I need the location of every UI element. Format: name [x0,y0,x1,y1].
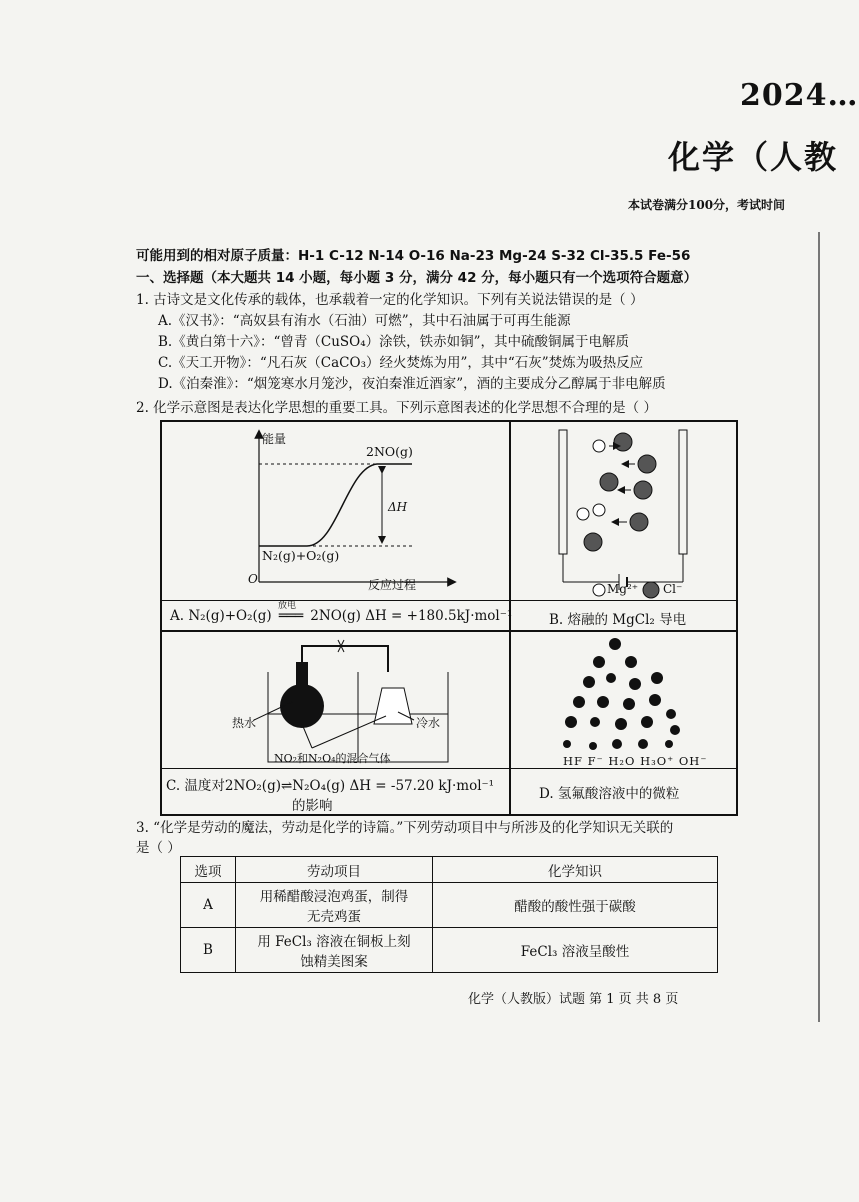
cold-water-label: 冷水 [416,716,441,730]
particle-labels: HF F⁻ H₂O H₃O⁺ OH⁻ [563,754,708,768]
delta-h-label: ΔH [388,500,408,514]
hot-water-label: 热水 [232,716,257,730]
temperature-equilibrium-diagram [162,632,511,768]
q1-option-a: A.《汉书》：“高奴县有洧水（石油）可燃”，其中石油属于可再生能源 [158,313,571,329]
q1-option-c: C.《天工开物》：“凡石灰（CaCO₃）经火焚炼为用”，其中“石灰”焚炼为吸热反应 [158,355,644,371]
panel-d-caption: D. 氢氟酸溶液中的微粒 [539,786,680,802]
panel-a [161,421,513,631]
cl-ion-legend: Cl⁻ [663,582,683,596]
question-3-stem-line2: 是（ ） [136,840,181,856]
x-axis-label: 反应过程 [368,578,417,592]
exam-subject-title: 化学（人教 [668,138,839,176]
energy-diagram [162,422,511,606]
q3-table [180,856,718,973]
q2-figure-grid [160,420,738,816]
table-row [181,883,718,928]
col-header-option: 选项 [181,857,236,883]
section-heading: 一、选择题（本大题共 14 小题，每小题 3 分，满分 42 分，每小题只有一个选项符合题意） [136,270,698,286]
row-knowledge: 醋酸的酸性强于碳酸 [433,883,718,928]
question-3-stem-line1: 3. “化学是劳动的魔法，劳动是化学的诗篇。”下列劳动项目中与所涉及的化学知识无关联的 [136,820,674,836]
mg-ion-legend-icon [591,582,607,598]
reactant-label: N₂(g)+O₂(g) [262,548,340,563]
exam-year-title: 2024… [740,78,859,113]
row-project: 用稀醋酸浸泡鸡蛋，制得 无壳鸡蛋 [236,883,433,928]
row-option: A [181,883,236,928]
panel-a-caption: A. N₂(g)+O₂(g) 放电 ═══ 2NO(g) ΔH = +180.5kJ·mol⁻¹ [170,601,513,624]
q1-option-b: B.《黄白第十六》：“曾青（CuSO₄）涂铁，铁赤如铜”，其中硫酸铜属于电解质 [158,334,630,350]
product-label: 2NO(g) [366,444,413,459]
electrolysis-diagram [511,422,738,606]
margin-rule [818,232,820,1022]
atomic-masses: 可能用到的相对原子质量：H-1 C-12 N-14 O-16 Na-23 Mg-24 S-32 Cl-35.5 Fe-56 [136,248,691,264]
q1-option-d: D.《泊秦淮》：“烟笼寒水月笼沙，夜泊秦淮近酒家”，酒的主要成分乙醇属于非电解质 [158,376,666,392]
panel-c-caption-line1: C. 温度对2NO₂(g)⇌N₂O₄(g) ΔH = -57.20 kJ·mol⁻¹ [166,778,495,794]
gas-mixture-label: NO₂和N₂O₄的混合气体 [274,752,391,765]
row-option: B [181,928,236,973]
row-project: 用 FeCl₃ 溶液在铜板上刻 蚀精美图案 [236,928,433,973]
mg-ion-legend: Mg²⁺ [607,582,639,596]
cl-ion-legend-icon [641,580,661,600]
question-1-stem: 1. 古诗文是文化传承的载体，也承载着一定的化学知识。下列有关说法错误的是（ ） [136,292,644,308]
y-axis-label: 能量 [262,432,287,446]
hydrofluoric-acid-particles [511,632,738,754]
col-header-project: 劳动项目 [236,857,433,883]
score-note: 本试卷满分100分，考试时间 [628,198,786,212]
panel-c [161,631,510,815]
panel-b-caption: B. 熔融的 MgCl₂ 导电 [549,612,687,628]
origin-label: O [248,572,258,586]
table-row [181,928,718,973]
panel-c-caption-line2: 的影响 [292,798,333,814]
row-knowledge: FeCl₃ 溶液呈酸性 [433,928,718,973]
col-header-knowledge: 化学知识 [433,857,718,883]
panel-b [510,421,737,631]
question-2-stem: 2. 化学示意图是表达化学思想的重要工具。下列示意图表述的化学思想不合理的是（ ） [136,400,657,416]
panel-d [510,631,737,815]
page-footer: 化学（人教版）试题 第 1 页 共 8 页 [468,992,679,1007]
